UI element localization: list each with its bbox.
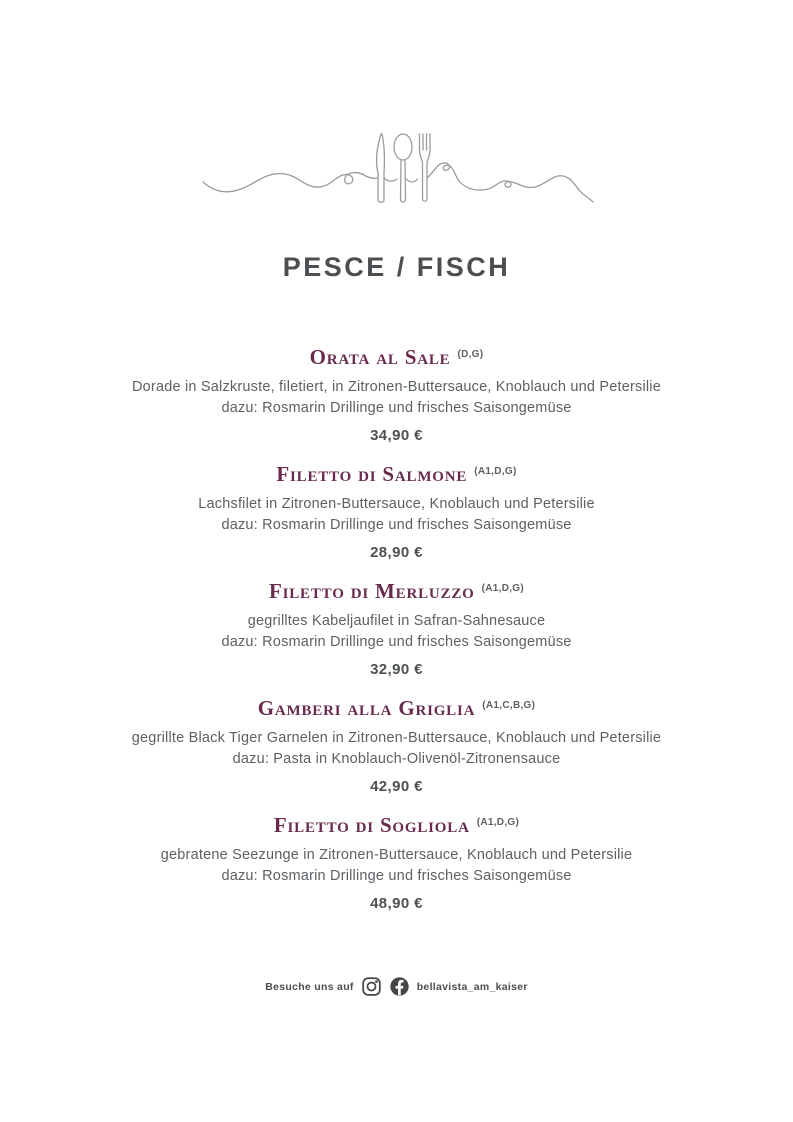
menu-item-gamberi-alla-griglia (0, 693, 793, 795)
line-art-connector-2 (406, 179, 417, 182)
dish-description (0, 377, 793, 418)
dish-price: 42,90 € (370, 778, 423, 795)
social-footer (0, 976, 793, 997)
menu-item-filetto-di-salmone (0, 459, 793, 561)
cutlery-line-art (197, 121, 597, 223)
fork-handle (419, 150, 430, 201)
menu-item-filetto-di-sogliola (0, 810, 793, 912)
dish-description-line2: dazu: Pasta in Knoblauch-Olivenöl-Zitronensauce (232, 750, 561, 767)
knife-icon (376, 134, 384, 202)
dish-description (0, 611, 793, 652)
dish-name (0, 810, 793, 838)
dish-description-line2: dazu: Rosmarin Drillinge und frisches Saisongemüse (221, 867, 572, 884)
instagram-icon[interactable] (361, 976, 382, 997)
dish-description-line1: Lachsfilet in Zitronen-Buttersauce, Knoblauch und Petersilie (198, 496, 595, 512)
dish-price: 34,90 € (370, 427, 423, 444)
dish-name-text: Filetto di Sogliola (273, 813, 470, 837)
dish-price: 32,90 € (370, 661, 423, 678)
spoon-bowl (394, 134, 412, 160)
dish-name (0, 576, 793, 604)
menu-list (0, 342, 793, 927)
dish-name-text: Filetto di Merluzzo (268, 579, 475, 603)
footer-label: Besuche uns auf (265, 980, 354, 993)
dish-description-line1: gegrillte Black Tiger Garnelen in Zitronen-Buttersauce, Knoblauch und Petersilie (131, 730, 662, 746)
dish-description (0, 845, 793, 886)
line-art-connector-1 (384, 178, 397, 181)
menu-item-orata-al-sale (0, 342, 793, 444)
dish-name (0, 459, 793, 487)
allergen-codes: (A1,C,B,G) (482, 700, 536, 711)
dish-name-text: Orata al Sale (309, 345, 451, 369)
allergen-codes: (D,G) (457, 349, 484, 360)
fork-tines (419, 134, 430, 150)
dish-description-line2: dazu: Rosmarin Drillinge und frisches Saisongemüse (221, 633, 572, 650)
menu-item-filetto-di-merluzzo (0, 576, 793, 678)
allergen-codes: (A1,D,G) (481, 583, 525, 594)
allergen-codes: (A1,D,G) (476, 817, 520, 828)
facebook-icon[interactable] (389, 976, 410, 997)
dish-price: 48,90 € (370, 895, 423, 912)
dish-description (0, 728, 793, 769)
dish-description-line2: dazu: Rosmarin Drillinge und frisches Saisongemüse (221, 399, 572, 416)
dish-price: 28,90 € (370, 544, 423, 561)
allergen-codes: (A1,D,G) (474, 466, 517, 477)
dish-description-line2: dazu: Rosmarin Drillinge und frisches Saisongemüse (221, 516, 572, 533)
line-art-right-wave (428, 163, 593, 202)
dish-description (0, 494, 793, 535)
dish-name (0, 693, 793, 721)
dish-description-line1: Dorade in Salzkruste, filetiert, in Zitronen-Buttersauce, Knoblauch und Petersilie (132, 379, 661, 395)
social-handle: bellavista_am_kaiser (416, 980, 528, 993)
dish-description-line1: gegrilltes Kabeljaufilet in Safran-Sahnesauce (247, 613, 546, 629)
dish-name-text: Gamberi alla Griglia (257, 696, 476, 720)
line-art-left-wave (203, 173, 377, 192)
dish-name-text: Filetto di Salmone (276, 462, 468, 486)
spoon-handle (400, 160, 405, 202)
page-title: PESCE / FISCH (282, 252, 511, 282)
dish-description-line1: gebratene Seezunge in Zitronen-Buttersauce, Knoblauch und Petersilie (160, 847, 633, 863)
dish-name (0, 342, 793, 370)
